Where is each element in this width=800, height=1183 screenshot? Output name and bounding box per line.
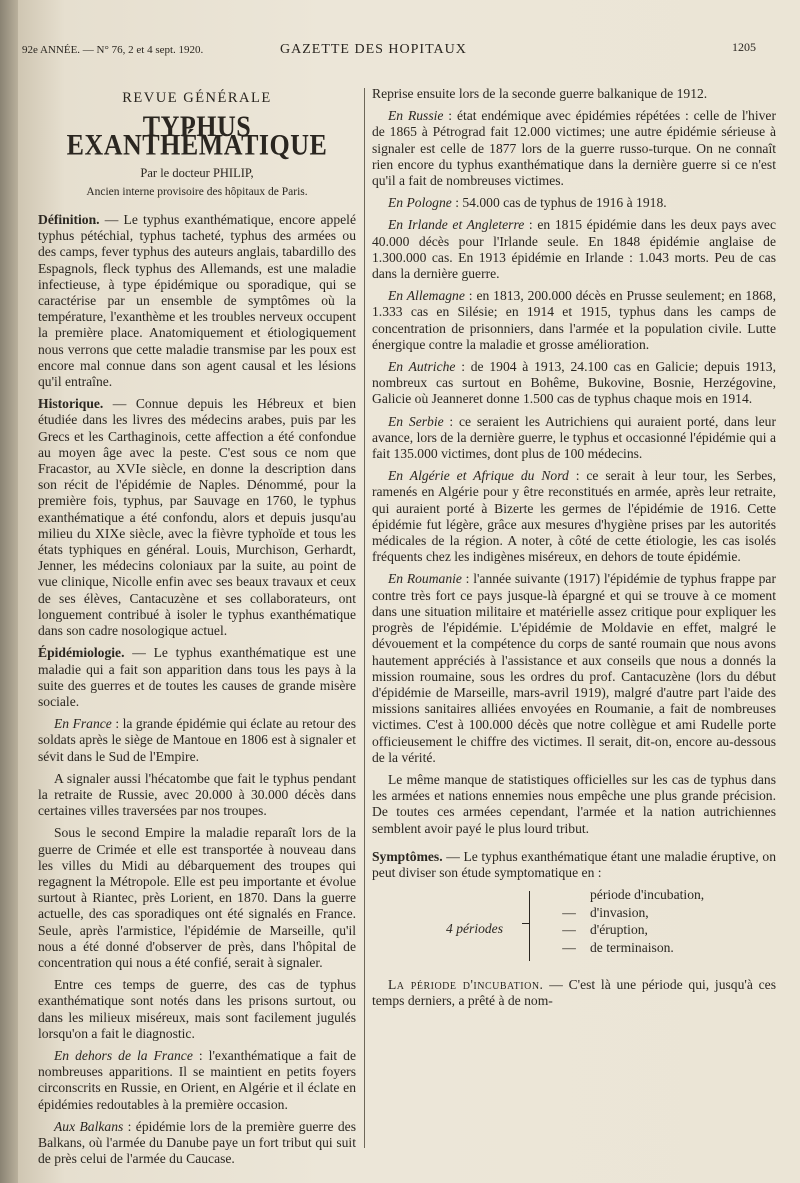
paragraph-irlande: En Irlande et Angleterre : en 1815 épidémie dans les deux pays avec 40.000 décès pour l'Irlande seule. En 1848 épidémie anglaise de 1.300.000 cas. En 1913 épidémie en Irlande : 1.043 morts. Peu de cas dans la dernière guerre. <box>372 217 776 282</box>
phase-item: période d'incubation, <box>590 887 705 903</box>
paragraph-autriche: En Autriche : de 1904 à 1913, 24.100 cas en Galicie; depuis 1913, nombreux cas surtout en Bohême, Bukovine, Bosnie, Herzégovine, Galicie où Jeanneret donne 1.500 cas de typhus chaque mois en 1914. <box>372 359 776 407</box>
paragraph-hors-france: En dehors de la France : l'exanthématique a fait de nombreuses apparitions. Il se maintient en petits foyers circonscrits en Russie, en Orient, en Algérie et il éclate en épidémies redoutables à la première occasion. <box>38 1047 357 1112</box>
paragraph-historique: Historique. — Connue depuis les Hébreux et bien étudiée dans les livres des médecins arabes, puis par les Grecs et les Carthaginois, cette affection a été confondue au moyen âge avec la peste. C'est sous ce nom que Fracastor, au XVIe siècle, en donne la description dans son récit de l'épidémie de Naples. Dénommé, pour la première fois, typhus, par Sauvage en 1760, le typhus exanthématique a été confondu, alors et depuis jusqu'au milieu du XIXe siècle, avec la fièvre typhoïde et tous les états typhiques en général. Louis, Murchison, Gerhardt, Jenner, les médecins coloniaux par la suite, au point de vue clinique, Nicolle enfin avec ses beaux travaux et ceux de ses élèves, Cantacuzène et ses collaborateurs, ont longuement contribué à isoler le typhus exanthématique dans son cadre nosologique actuel. <box>38 396 356 639</box>
paragraph-pologne: En Pologne : 54.000 cas de typhus de 1916 à 1918. <box>388 195 667 211</box>
paragraph-second-empire: Sous le second Empire la maladie reparaît lors de la guerre de Crimée et elle est transportée à nouveau dans les villes du Midi au débarquement des troupes qui regagnent la Métropole. Elle est peu importante et évolue surtout à Riantec, près Lorient, en 1870. Dans la guerre actuelle, des cas sporadiques ont été signalés en France. Seule, après l'armistice, l'épidémie de Marseille, qu'il nous a été donné d'observer de près, dans l'hôpital de concentration qui nous a été confié, serait à signaler. <box>38 825 356 970</box>
paragraph-russie-retraite: A signaler aussi l'hécatombe que fait le typhus pendant la retraite de Russie, avec 20.000 à 30.000 décès dans certaines villes traversées par nos troupes. <box>38 770 356 819</box>
paragraph-reprise: Reprise ensuite lors de la seconde guerre balkanique de 1912. <box>372 86 708 101</box>
binding-spine <box>0 0 18 1183</box>
paragraph-allemagne: En Allemagne : en 1813, 200.000 décès en Prusse seulement; en 1868, 1.333 cas en Silésie; en 1914 et 1915, typhus dans les camps de concentration de prisonniers, dans l'armée et la population civile. Lutte énergique contre la maladie et grosse amélioration. <box>372 288 776 352</box>
paragraph-russie: En Russie : état endémique avec épidémies répétées : celle de l'hiver de 1865 à Pétrograd fait 12.000 victimes; une autre épidémie sérieuse à signaler est celle de 1877 lors de la guerre russo-turque. On ne connaît rien encore du typhus exanthématique dans la dernière guerre si ce n'est qu'il a fait de nombreuses victimes. <box>372 108 776 189</box>
section-head-epidemiologie: Épidémiologie. <box>38 645 125 661</box>
paragraph-entre-temps: Entre ces temps de guerre, des cas de typhus exanthématique sont notés dans les prisons surtout, ou dans les milieux miséreux, mais sont facilement jugulés lorsqu'on a fait le diagnostic. <box>38 977 356 1041</box>
column-divider <box>364 88 365 1148</box>
paragraph-meme-manque: Le même manque de statistiques officielles sur les cas de typhus dans les armées et nations ennemies nous empêche une plus grande précision. De toutes ces armées cependant, l'armée et la nation autrichiennes semblent avoir payé le plus lourd tribut. <box>372 771 776 836</box>
left-column <box>38 86 356 1173</box>
paragraph-balkans: Aux Balkans : épidémie lors de la première guerre des Balkans, où l'armée du Danube paye un fort tribut qui suit de près celui de l'armée du Caucase. <box>38 1118 356 1167</box>
author-affiliation: Ancien interne provisoire des hôpitaux de Paris. <box>86 185 308 198</box>
paragraph-epidemiologie: Épidémiologie. — Le typhus exanthématique est une maladie qui a fait son apparition dans tous les pays à la suite des guerres et de toutes les causes de grande misère sociale. <box>38 645 356 709</box>
right-column <box>372 86 776 1016</box>
section-head-symptomes: Symptômes. <box>372 848 443 864</box>
phase-item: — d'invasion, <box>562 904 649 920</box>
issue-info: 92e ANNÉE. — N° 76, 2 et 4 sept. 1920. <box>22 44 204 56</box>
brace-icon <box>529 891 538 961</box>
journal-page <box>18 0 800 1183</box>
section-head-historique: Historique. <box>38 396 104 412</box>
paragraph-definition: Définition. — Le typhus exanthématique, encore appelé typhus pétéchial, typhus tacheté, typhus des armées ou des camps, fever typhus des auteurs anglais, tabardillo des Espagnols, fleck typhus des Allemands, est une maladie infectieuse, à type épidémique ou sporadique, qui se caractérise par un ensemble de symptômes où la température, l'exanthème et les troubles nerveux occupent la première place. Anatomiquement et étiologiquement nous verrons que cette maladie transmise par les poux est encore mal connue dans son agent causal et les lésions qu'il entraîne. <box>38 212 356 390</box>
paragraph-serbie: En Serbie : ce seraient les Autrichiens qui auraient porté, dans leur avance, lors de la dernière guerre, le typhus et occasionné l'épidémie qui a fait 135.000 victimes, dont plus de 100 médecins. <box>372 413 776 462</box>
article-title: TYPHUS EXANTHÉMATIQUE <box>66 109 328 162</box>
page-number: 1205 <box>732 40 756 54</box>
paragraph-france: En France : la grande épidémie qui éclate au retour des soldats après le siège de Mantoue en 1806 est à signaler et sévit dans le Sud de l'Empire. <box>38 716 356 764</box>
byline: Par le docteur PHILIP, <box>140 165 254 180</box>
phases-list <box>372 887 776 969</box>
paragraph-algerie: En Algérie et Afrique du Nord : ce serait à leur tour, les Serbes, ramenés en Algérie pour y être reconstitués en armée, après leur retraite, qui auraient porté à Bizerte les germes de l'épidémie de 1916. Cette épidémie fut légère, grâce aux mesures d'hygiène prises par les autorités médicales de la région. A noter, à côté de cette étiologie, les cas isolés fréquents chez les indigènes miséreux, en dehors de toute épidémie. <box>372 468 776 565</box>
paragraph-roumanie: En Roumanie : l'année suivante (1917) l'épidémie de typhus frappe par contre très fort ce pays jusque-là épargné et qui se trouve à ce moment dans une situation militaire et matérielle assez critique pour expliquer les progrès de l'épidémie. L'épidémie de Moldavie en effet, malgré le dévouement et la compétence du corps de santé roumain que nous avons hautement appréciés à l'assistance et aux conseils que nous a donnés la mission roumaine, sous les ordres du prof. Cantacuzène (lors du début d'épidémie de Marseille, mars-avril 1919), malgré d'autre part l'aide des missions sanitaires alliées envoyées en Roumanie, a fait de nombreuses victimes. C'est à 100.000 décès que notre collègue et ami Rudelle porte officieusement le chiffre des victimes. Il serait, dit-on, encore au-dessous de la vérité. <box>372 571 776 765</box>
phase-item: — d'éruption, <box>562 922 648 938</box>
running-header <box>18 38 800 62</box>
section-rubric: REVUE GÉNÉRALE <box>122 90 272 106</box>
journal-title: GAZETTE DES HOPITAUX <box>280 42 467 57</box>
paragraph-incubation: La période d'incubation. — C'est là une période qui, jusqu'à ces temps derniers, a prêté à de nom- <box>372 977 776 1009</box>
section-head-incubation: La période d'incubation. <box>388 977 544 993</box>
section-head-definition: Définition. <box>38 212 100 228</box>
phases-label: 4 périodes <box>446 921 504 937</box>
paragraph-symptomes: Symptômes. — Le typhus exanthématique étant une maladie éruptive, on peut diviser son étude symptomatique en : <box>372 848 776 880</box>
phase-item: — de terminaison. <box>562 939 674 955</box>
